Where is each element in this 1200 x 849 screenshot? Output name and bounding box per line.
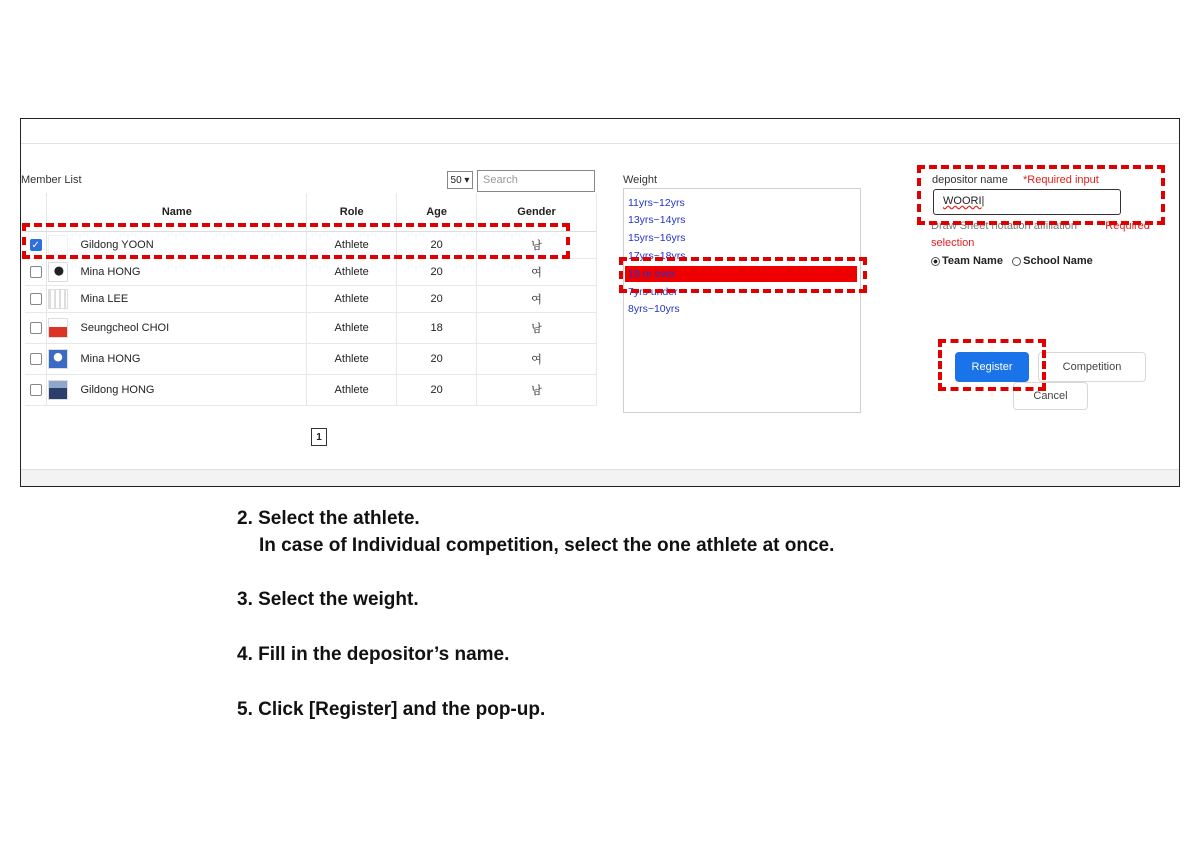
athlete-role: Athlete bbox=[307, 313, 397, 344]
step-4: 4. Fill in the depositor’s name. bbox=[237, 644, 510, 665]
row-checkbox[interactable] bbox=[30, 384, 42, 396]
athlete-gender: 남 bbox=[477, 313, 597, 344]
table-row[interactable] bbox=[25, 259, 597, 286]
athlete-name: Seungcheol CHOI bbox=[80, 322, 170, 334]
athlete-age: 20 bbox=[397, 344, 477, 375]
avatar bbox=[48, 380, 68, 400]
weight-option-selected[interactable]: 19 or over bbox=[628, 268, 676, 280]
column-header-name: Name bbox=[47, 193, 307, 232]
depositor-name-input[interactable]: WOORI| bbox=[933, 189, 1121, 215]
callout-athlete bbox=[22, 223, 570, 259]
avatar bbox=[48, 318, 68, 338]
cancel-button[interactable]: Cancel bbox=[1013, 382, 1088, 410]
athlete-gender: 여 bbox=[477, 286, 597, 313]
competition-button[interactable]: Competition bbox=[1038, 352, 1146, 382]
register-button[interactable]: Register bbox=[955, 352, 1029, 382]
athlete-name: Mina HONG bbox=[80, 266, 141, 278]
top-bar bbox=[21, 119, 1179, 144]
column-header-age: Age bbox=[397, 193, 477, 232]
athlete-gender: 남 bbox=[477, 232, 597, 259]
team-name-radio[interactable] bbox=[931, 257, 940, 266]
depositor-name-label: depositor name bbox=[932, 174, 1008, 186]
page-size-select[interactable]: 50 ▾ bbox=[447, 171, 473, 189]
screenshot-frame bbox=[20, 118, 1180, 487]
table-row[interactable] bbox=[25, 344, 597, 375]
weight-option[interactable]: 11yrs~12yrs bbox=[628, 197, 685, 209]
step-5: 5. Click [Register] and the pop-up. bbox=[237, 699, 546, 720]
required-input-note: *Required input bbox=[1023, 174, 1099, 186]
school-name-label: School Name bbox=[1023, 255, 1093, 267]
row-checkbox[interactable] bbox=[30, 293, 42, 305]
athlete-age: 18 bbox=[397, 313, 477, 344]
row-checkbox[interactable]: ✓ bbox=[31, 240, 40, 252]
weight-option[interactable]: 15yrs~16yrs bbox=[628, 232, 686, 244]
athlete-gender: 남 bbox=[477, 375, 597, 406]
athlete-role: Athlete bbox=[307, 375, 397, 406]
athlete-age: 20 bbox=[397, 375, 477, 406]
row-checkbox[interactable] bbox=[30, 353, 42, 365]
team-name-label: Team Name bbox=[942, 255, 1003, 267]
athlete-name: Gildong HONG bbox=[80, 384, 155, 396]
avatar bbox=[48, 349, 68, 369]
draw-sheet-label: Draw Sheet notation affiliation bbox=[931, 220, 1077, 232]
athlete-name: Mina LEE bbox=[80, 293, 129, 305]
callout-depositor bbox=[917, 165, 1165, 225]
weight-title: Weight bbox=[623, 174, 658, 186]
athlete-age: 20 bbox=[397, 259, 477, 286]
bottom-bar bbox=[21, 469, 1179, 486]
member-list-title: Member List bbox=[21, 174, 82, 186]
athlete-gender: 여 bbox=[477, 344, 597, 375]
column-header-role: Role bbox=[307, 193, 397, 232]
athlete-role: Athlete bbox=[307, 344, 397, 375]
callout-weight bbox=[619, 257, 867, 293]
athlete-role: Athlete bbox=[307, 259, 397, 286]
athlete-role: Athlete bbox=[307, 232, 397, 259]
athlete-role: Athlete bbox=[307, 286, 397, 313]
table-row[interactable] bbox=[25, 375, 597, 406]
draw-sheet-required-selection: selection bbox=[931, 237, 975, 249]
athlete-age: 20 bbox=[397, 286, 477, 313]
affiliation-radio-group bbox=[931, 255, 1093, 267]
step-2-detail: In case of Individual competition, select the one athlete at once. bbox=[259, 535, 835, 556]
callout-register bbox=[938, 339, 1046, 391]
table-row[interactable] bbox=[25, 286, 597, 313]
avatar bbox=[48, 262, 68, 282]
table-row[interactable] bbox=[25, 313, 597, 344]
weight-option[interactable]: 7yrs under bbox=[628, 286, 678, 298]
pagination-page-1[interactable]: 1 bbox=[311, 428, 327, 446]
weight-option[interactable]: 17yrs~18yrs bbox=[628, 250, 686, 262]
athlete-name: Gildong YOON bbox=[80, 239, 154, 251]
avatar bbox=[48, 289, 68, 309]
athlete-name: Mina HONG bbox=[80, 353, 141, 365]
weight-option[interactable]: 8yrs~10yrs bbox=[628, 303, 680, 315]
search-input[interactable]: Search bbox=[477, 170, 595, 192]
school-name-radio[interactable] bbox=[1012, 257, 1021, 266]
weight-option[interactable]: 13yrs~14yrs bbox=[628, 214, 686, 226]
draw-sheet-required-note: *Required bbox=[1101, 220, 1150, 232]
athlete-age: 20 bbox=[397, 232, 477, 259]
depositor-name-value: WOORI bbox=[943, 195, 982, 207]
step-2: 2. Select the athlete. bbox=[237, 508, 420, 529]
row-checkbox[interactable] bbox=[30, 322, 42, 334]
step-3: 3. Select the weight. bbox=[237, 589, 419, 610]
athlete-gender: 여 bbox=[477, 259, 597, 286]
column-header-gender: Gender bbox=[477, 193, 597, 232]
row-checkbox[interactable] bbox=[30, 266, 42, 278]
